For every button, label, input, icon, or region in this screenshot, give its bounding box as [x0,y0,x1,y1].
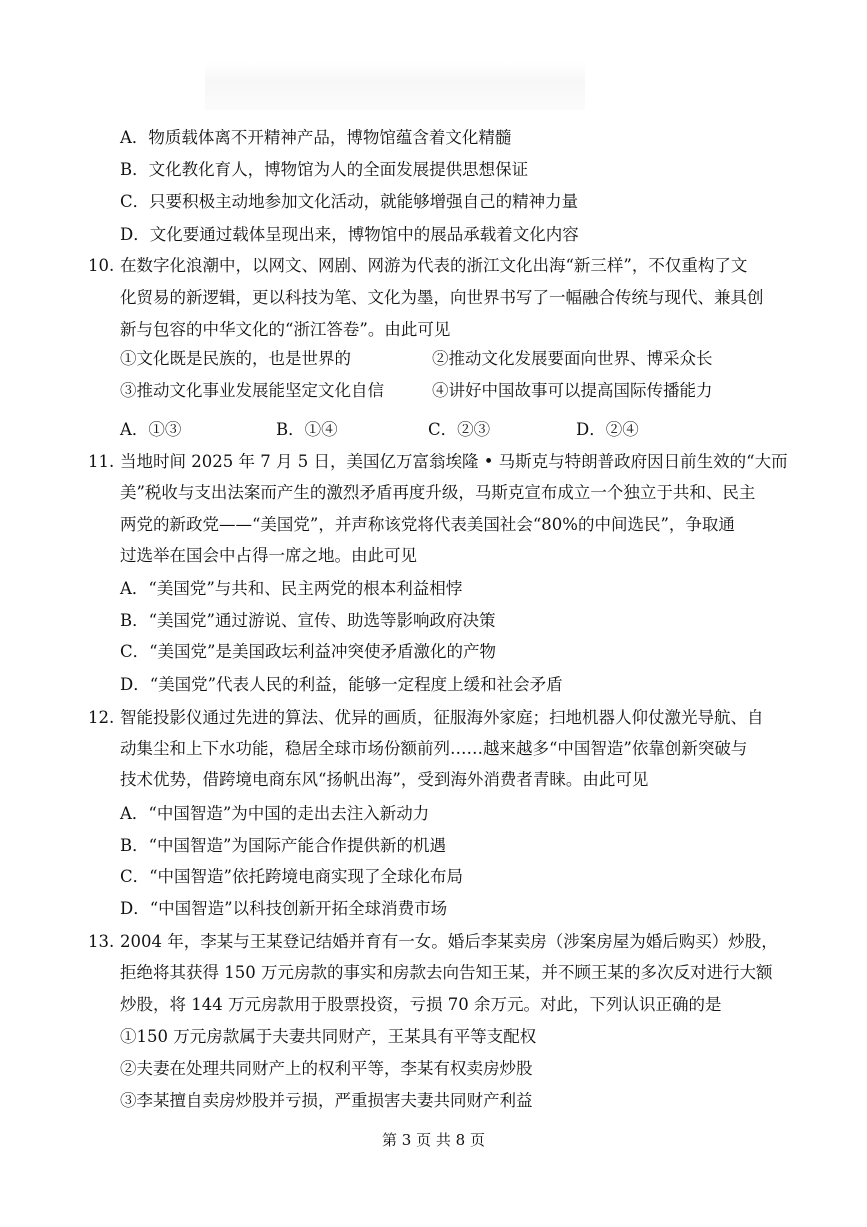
q13-statement-1: ①150 万元房款属于夫妻共同财产，王某具有平等支配权 [120,1027,537,1046]
q10-choice-c: C．②③ [428,420,491,439]
q9-option-b: B．文化教化育人，博物馆为人的全面发展提供思想保证 [120,160,529,179]
q13-statement-2: ②夫妻在处理共同财产上的权利平等，李某有权卖房炒股 [120,1059,533,1078]
q9-option-a: A．物质载体离不开精神产品，博物馆蕴含着文化精髓 [120,128,512,147]
q12-option-c: C．“中国智造”依托跨境电商实现了全球化布局 [120,867,463,886]
q9-option-c: C．只要积极主动地参加文化活动，就能够增强自己的精神力量 [120,192,579,211]
q10-stem-line: 在数字化浪潮中，以网文、网剧、网游为代表的浙江文化出海“新三样”，不仅重构了文 [120,256,748,275]
q10-number: 10. [88,256,115,275]
q12-number: 12. [88,708,115,727]
page-footer: 第 3 页 共 8 页 [382,1131,485,1149]
q11-option-b: B．“美国党”通过游说、宣传、助选等影响政府决策 [120,611,496,630]
q10-choice-a: A．①③ [120,420,182,439]
q10-statement-2: ②推动文化发展要面向世界、博采众长 [432,349,713,368]
q11-stem-line: 美”税收与支出法案而产生的激烈矛盾再度升级，马斯克宣布成立一个独立于共和、民主 [120,483,756,502]
q12-stem-line: 动集尘和上下水功能，稳居全球市场份额前列……越来越多“中国智造”依靠创新突破与 [120,739,748,758]
q9-option-d: D．文化要通过载体呈现出来，博物馆中的展品承载着文化内容 [120,225,579,244]
q11-stem-line: 两党的新政党——“美国党”，并声称该党将代表美国社会“80%的中间选民”，争取通 [120,515,735,534]
q12-option-d: D．“中国智造”以科技创新开拓全球消费市场 [120,899,448,918]
q12-stem-line: 技术优势，借跨境电商东风“扬帆出海”，受到海外消费者青睐。由此可见 [120,770,649,789]
q13-stem-line: 2004 年，李某与王某登记结婚并育有一女。婚后李某卖房（涉案房屋为婚后购买）炒股， [120,932,778,951]
q10-choice-b: B．①④ [276,420,338,439]
q11-number: 11. [88,452,115,471]
q13-stem-line: 拒绝将其获得 150 万元房款的事实和房款去向告知王某，并不顾王某的多次反对进行大额 [120,963,773,982]
q10-stem-line: 新与包容的中华文化的“浙江答卷”。由此可见 [120,320,451,339]
q11-stem-line: 过选举在国会中占得一席之地。由此可见 [120,546,417,565]
q10-choice-d: D．②④ [576,420,639,439]
q11-option-d: D．“美国党”代表人民的利益，能够一定程度上缓和社会矛盾 [120,675,563,694]
q11-stem-line: 当地时间 2025 年 7 月 5 日，美国亿万富翁埃隆 • 马斯克与特朗普政府因日前生效的“大而 [120,452,788,471]
q12-stem-line: 智能投影仪通过先进的算法、优异的画质，征服海外家庭；扫地机器人仰仗激光导航、自 [120,708,764,727]
q13-statement-3: ③李某擅自卖房炒股并亏损，严重损害夫妻共同财产利益 [120,1091,533,1110]
q12-option-b: B．“中国智造”为国际产能合作提供新的机遇 [120,836,446,855]
q10-statement-4: ④讲好中国故事可以提高国际传播能力 [432,381,713,400]
q12-option-a: A．“中国智造”为中国的走出去注入新动力 [120,804,430,823]
q10-stem-line: 化贸易的新逻辑，更以科技为笔、文化为墨，向世界书写了一幅融合传统与现代、兼具创 [120,288,764,307]
q11-option-c: C．“美国党”是美国政坛利益冲突使矛盾激化的产物 [120,642,496,661]
scan-shadow [205,62,585,110]
q10-statement-3: ③推动文化事业发展能坚定文化自信 [120,381,384,400]
q10-statement-1: ①文化既是民族的，也是世界的 [120,349,351,368]
q13-number: 13. [88,932,115,951]
q13-stem-line: 炒股，将 144 万元房款用于股票投资，亏损 70 余万元。对此，下列认识正确的是 [120,995,722,1014]
q11-option-a: A．“美国党”与共和、民主两党的根本利益相悖 [120,579,463,598]
